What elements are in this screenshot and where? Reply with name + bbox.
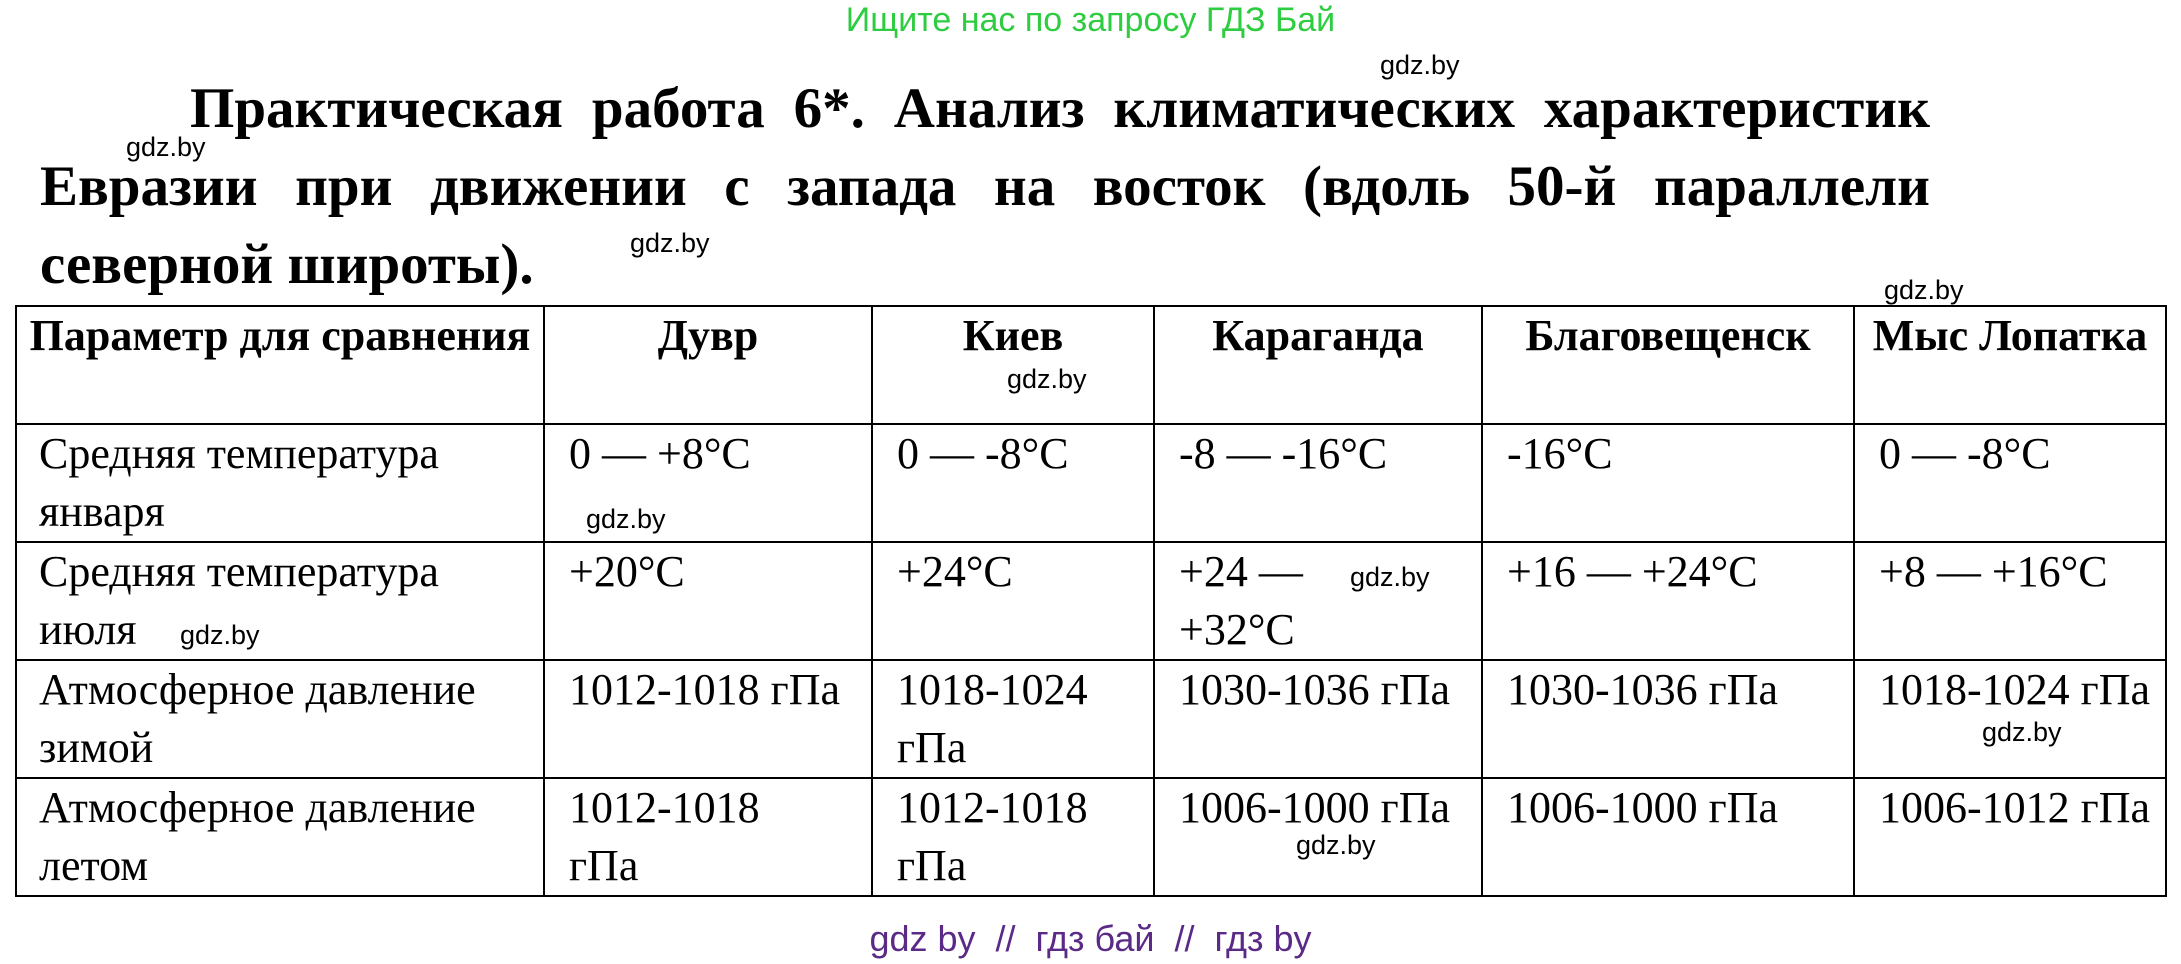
value-cell: 1030-1036 гПа	[1482, 660, 1854, 778]
watermark: gdz.by	[630, 228, 710, 258]
table-row	[16, 424, 2166, 542]
param-cell: Атмосферное давление летом	[16, 778, 544, 896]
watermark: gdz.by	[180, 620, 260, 650]
value-cell: 1006-1012 гПа	[1854, 778, 2166, 896]
value-cell: +20°C	[544, 542, 872, 660]
watermark: gdz.by	[586, 504, 666, 534]
watermark: gdz.by	[1380, 50, 1460, 80]
watermark: gdz.by	[126, 132, 206, 162]
param-cell: Атмосферное давление зимой	[16, 660, 544, 778]
value-cell: 0 — -8°C	[1854, 424, 2166, 542]
table-row	[16, 778, 2166, 896]
value-cell: +24°C	[872, 542, 1154, 660]
value-cell: 1012-1018 гПа	[872, 778, 1154, 896]
value-cell: 1006-1000 гПа	[1482, 778, 1854, 896]
value-cell: -8 — -16°C	[1154, 424, 1482, 542]
header-cell: Параметр для сравнения	[16, 306, 544, 424]
table-row	[16, 542, 2166, 660]
header-cell: Дувр	[544, 306, 872, 424]
watermark: gdz.by	[1007, 364, 1087, 394]
value-cell: +16 — +24°C	[1482, 542, 1854, 660]
param-cell: Средняя температура июля	[16, 542, 544, 660]
watermark: gdz.by	[1350, 562, 1430, 592]
value-cell: 1012-1018 гПа	[544, 660, 872, 778]
climate-table	[15, 305, 2167, 897]
watermark: gdz.by	[1982, 717, 2062, 747]
page-title: Практическая работа 6*. Анализ климатических характеристик Евразии при движении с запада на восток (вдоль 50-й параллели северной широты).	[40, 77, 1930, 296]
table-row	[16, 660, 2166, 778]
value-cell: +24 — +32°C	[1154, 542, 1482, 660]
value-cell: 0 — -8°C	[872, 424, 1154, 542]
header-cell: Киев	[872, 306, 1154, 424]
value-cell: 1018-1024 гПа	[872, 660, 1154, 778]
value-cell: -16°C	[1482, 424, 1854, 542]
param-cell: Средняя температура января	[16, 424, 544, 542]
header-cell: Караганда	[1154, 306, 1482, 424]
watermark: gdz.by	[1884, 275, 1964, 305]
table-header-row	[16, 306, 2166, 424]
footer-watermark: gdz by // гдз бай // гдз by	[869, 918, 1312, 959]
value-cell: +8 — +16°C	[1854, 542, 2166, 660]
header-cell: Благовещенск	[1482, 306, 1854, 424]
value-cell: 1006-1000 гПа	[1154, 778, 1482, 896]
value-cell: 1018-1024 гПа	[1854, 660, 2166, 778]
header-cell: Мыс Лопатка	[1854, 306, 2166, 424]
value-cell: 1030-1036 гПа	[1154, 660, 1482, 778]
watermark: gdz.by	[1296, 830, 1376, 860]
value-cell: 1012-1018 гПа	[544, 778, 872, 896]
value-cell: 0 — +8°C	[544, 424, 872, 542]
top-banner: Ищите нас по запросу ГДЗ Бай	[845, 1, 1336, 39]
